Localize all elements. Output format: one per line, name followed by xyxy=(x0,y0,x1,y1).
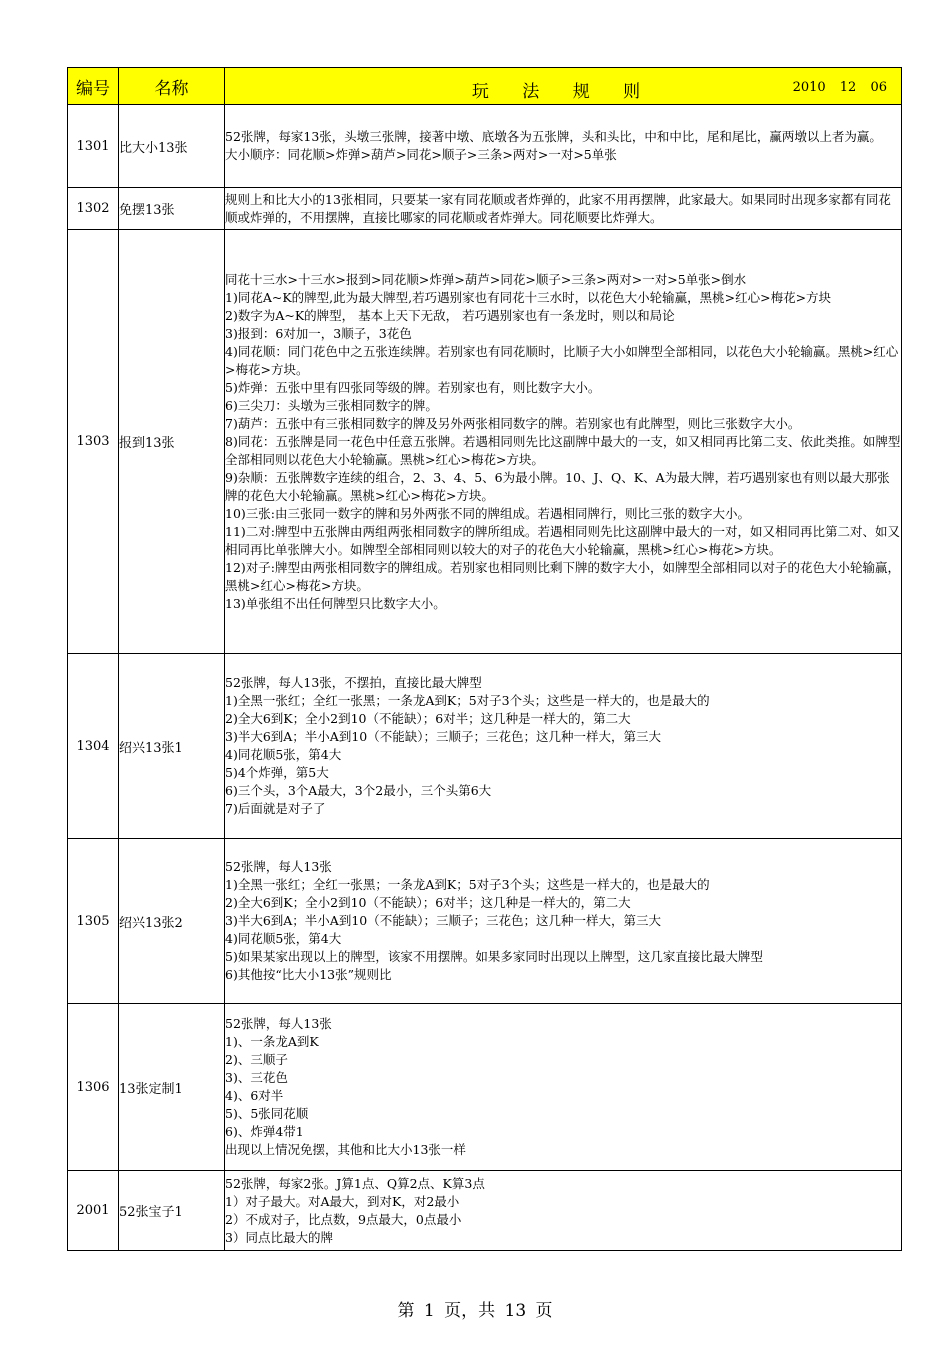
rule-line: 3)半大6到A；半小A到10（不能缺）；三顺子；三花色；这几种一样大，第三大 xyxy=(225,913,661,928)
rule-line: 5)如果某家出现以上的牌型，该家不用摆牌。如果多家同时出现以上牌型，这几家直接比最大牌型 xyxy=(225,949,763,964)
rule-line: 2)数字为A~K的牌型， 基本上天下无敌， 若巧遇别家也有一条龙时，则以和局论 xyxy=(225,307,675,323)
header-date: 2010 12 06 xyxy=(792,80,887,95)
rule-description xyxy=(225,105,902,188)
rule-line: 6)其他按“比大小13张”规则比 xyxy=(225,967,392,982)
rule-line: 4)同花顺5张，第4大 xyxy=(225,747,342,762)
rule-line: 2)全大6到K；全小2到10（不能缺）；6对半；这几种是一样大的，第二大 xyxy=(225,895,631,910)
rule-line: 9)杂顺：五张牌数字连续的组合，2、3、4、5、6为最小牌。10、J、Q、K、A为最大牌，若巧遇别家也有则以最大那张牌的花色大小轮输赢。黑桃>红心>梅花>方块。 xyxy=(225,469,890,503)
table-row xyxy=(68,188,902,230)
rule-line: 同花十三水>十三水>报到>同花顺>炸弹>葫芦>同花>顺子>三条>两对>一对>5单张>倒水 xyxy=(225,271,747,287)
rule-line: 12)对子:牌型由两张相同数字的牌组成。若别家也相同则比剩下牌的数字大小，如牌型全部相同以对子的花色大小轮输赢，黑桃>红心>梅花>方块。 xyxy=(225,559,900,593)
rule-id: 1305 xyxy=(68,839,119,1004)
rule-description xyxy=(225,188,902,230)
rule-description xyxy=(225,1171,902,1251)
footer-total-pages: 13 xyxy=(504,1301,527,1321)
rule-description xyxy=(225,230,902,654)
rule-name: 绍兴13张1 xyxy=(119,654,225,839)
header-name: 名称 xyxy=(119,68,225,105)
rule-line: 1)、一条龙A到K xyxy=(225,1034,319,1049)
rule-line: 13)单张组不出任何牌型只比数字大小。 xyxy=(225,595,446,611)
rule-id: 2001 xyxy=(68,1171,119,1251)
page-footer xyxy=(0,1296,950,1321)
rule-line: 1)全黑一张红；全红一张黑；一条龙A到K；5对子3个头；这些是一样大的，也是最大的 xyxy=(225,693,710,708)
table-row xyxy=(68,1171,902,1251)
rule-line: 10)三张:由三张同一数字的牌和另外两张不同的牌组成。若遇相同牌行，则比三张的数字大小。 xyxy=(225,505,750,521)
rule-line: 5)、5张同花顺 xyxy=(225,1106,309,1121)
rule-line: 52张牌，每人13张 xyxy=(225,1016,332,1031)
table-row xyxy=(68,105,902,188)
table-row xyxy=(68,839,902,1004)
footer-page-number: 1 xyxy=(423,1301,435,1321)
rule-line: 1)全黑一张红；全红一张黑；一条龙A到K；5对子3个头；这些是一样大的，也是最大的 xyxy=(225,877,710,892)
rule-line: 2）不成对子，比点数，9点最大，0点最小 xyxy=(225,1211,462,1227)
rule-line: 52张牌，每家2张。J算1点、Q算2点、K算3点 xyxy=(225,1175,485,1191)
rule-line: 4)同花顺：同门花色中之五张连续牌。若别家也有同花顺时，比顺子大小如牌型全部相同，以花色大小轮输赢。黑桃>红心>梅花>方块。 xyxy=(225,343,899,377)
rule-description xyxy=(225,839,902,1004)
rule-line: 7)后面就是对子了 xyxy=(225,801,326,816)
rule-line: 52张牌，每人13张，不摆拍，直接比最大牌型 xyxy=(225,675,482,690)
table-row xyxy=(68,1004,902,1171)
table-row xyxy=(68,654,902,839)
rule-line: 大小顺序：同花顺>炸弹>葫芦>同花>顺子>三条>两对>一对>5单张 xyxy=(225,147,617,162)
rule-line: 规则上和比大小的13张相同，只要某一家有同花顺或者炸弹的，此家不用再摆牌，此家最大。如果同时出现多家都有同花顺或炸弹的，不用摆牌，直接比哪家的同花顺或者炸弹大。同花顺要比炸弹大。 xyxy=(225,191,891,225)
rule-line: 5)4个炸弹，第5大 xyxy=(225,765,329,780)
rule-line: 6)、炸弹4带1 xyxy=(225,1124,304,1139)
rule-line: 3)半大6到A；半小A到10（不能缺）；三顺子；三花色；这几种一样大，第三大 xyxy=(225,729,661,744)
rule-name: 比大小13张 xyxy=(119,105,225,188)
header-rule-title: 玩 法 规 则 xyxy=(471,82,655,102)
rule-id: 1303 xyxy=(68,230,119,654)
rule-id: 1304 xyxy=(68,654,119,839)
rule-name: 52张宝子1 xyxy=(119,1171,225,1251)
rule-line: 3)、三花色 xyxy=(225,1070,288,1085)
rule-line: 7)葫芦：五张中有三张相同数字的牌及另外两张相同数字的牌。若别家也有此牌型，则比三张数字大小。 xyxy=(225,415,801,431)
rule-line: 出现以上情况免摆，其他和比大小13张一样 xyxy=(225,1142,466,1157)
rule-line: 5)炸弹：五张中里有四张同等级的牌。若别家也有，则比数字大小。 xyxy=(225,379,601,395)
rule-id: 1301 xyxy=(68,105,119,188)
footer-suffix: 页 xyxy=(535,1301,553,1321)
rule-name: 免摆13张 xyxy=(119,188,225,230)
rule-line: 8)同花：五张牌是同一花色中任意五张牌。若遇相同则先比这副牌中最大的一支，如又相同再比第二支、依此类推。如牌型全部相同则以花色大小轮输赢。黑桃>红心>梅花>方块。 xyxy=(225,433,901,467)
rule-name: 13张定制1 xyxy=(119,1004,225,1171)
rule-line: 52张牌，每人13张 xyxy=(225,859,332,874)
rule-line: 6)三尖刀：头墩为三张相同数字的牌。 xyxy=(225,397,438,413)
rule-id: 1302 xyxy=(68,188,119,230)
rules-table xyxy=(67,67,902,1251)
rule-description xyxy=(225,654,902,839)
rule-id: 1306 xyxy=(68,1004,119,1171)
rule-line: 4)同花顺5张，第4大 xyxy=(225,931,342,946)
rule-line: 2)、三顺子 xyxy=(225,1052,288,1067)
header-rule xyxy=(225,68,902,105)
footer-prefix: 第 xyxy=(397,1301,415,1321)
rule-line: 11)二对:牌型中五张牌由两组两张相同数字的牌所组成。若遇相同则先比这副牌中最大的一对，如又相同再比第二对、如又相同再比单张牌大小。如牌型全部相同则以较大的对子的花色大小轮输赢，黑桃>红心>梅花>方块。 xyxy=(225,523,900,557)
rule-line: 4)、6对半 xyxy=(225,1088,284,1103)
rule-description xyxy=(225,1004,902,1171)
rule-line: 3)报到：6对加一，3顺子，3花色 xyxy=(225,325,412,341)
rule-line: 1）对子最大。对A最大，到对K，对2最小 xyxy=(225,1193,460,1209)
table-body xyxy=(68,105,902,1251)
footer-mid: 页，共 xyxy=(444,1301,496,1321)
table-row xyxy=(68,230,902,654)
header-id: 编号 xyxy=(68,68,119,105)
rule-line: 2)全大6到K；全小2到10（不能缺）；6对半；这几种是一样大的，第二大 xyxy=(225,711,631,726)
rule-line: 52张牌，每家13张，头墩三张牌，接著中墩、底墩各为五张牌，头和头比，中和中比，尾和尾比，赢两墩以上者为赢。 xyxy=(225,129,882,144)
rule-line: 3）同点比最大的牌 xyxy=(225,1229,333,1245)
rule-line: 1)同花A~K的牌型,此为最大牌型,若巧遇别家也有同花十三水时，以花色大小轮输赢，黑桃>红心>梅花>方块 xyxy=(225,289,832,305)
rule-line: 6)三个头，3个A最大，3个2最小，三个头第6大 xyxy=(225,783,492,798)
rule-name: 绍兴13张2 xyxy=(119,839,225,1004)
rule-name: 报到13张 xyxy=(119,230,225,654)
header-row xyxy=(68,68,902,105)
